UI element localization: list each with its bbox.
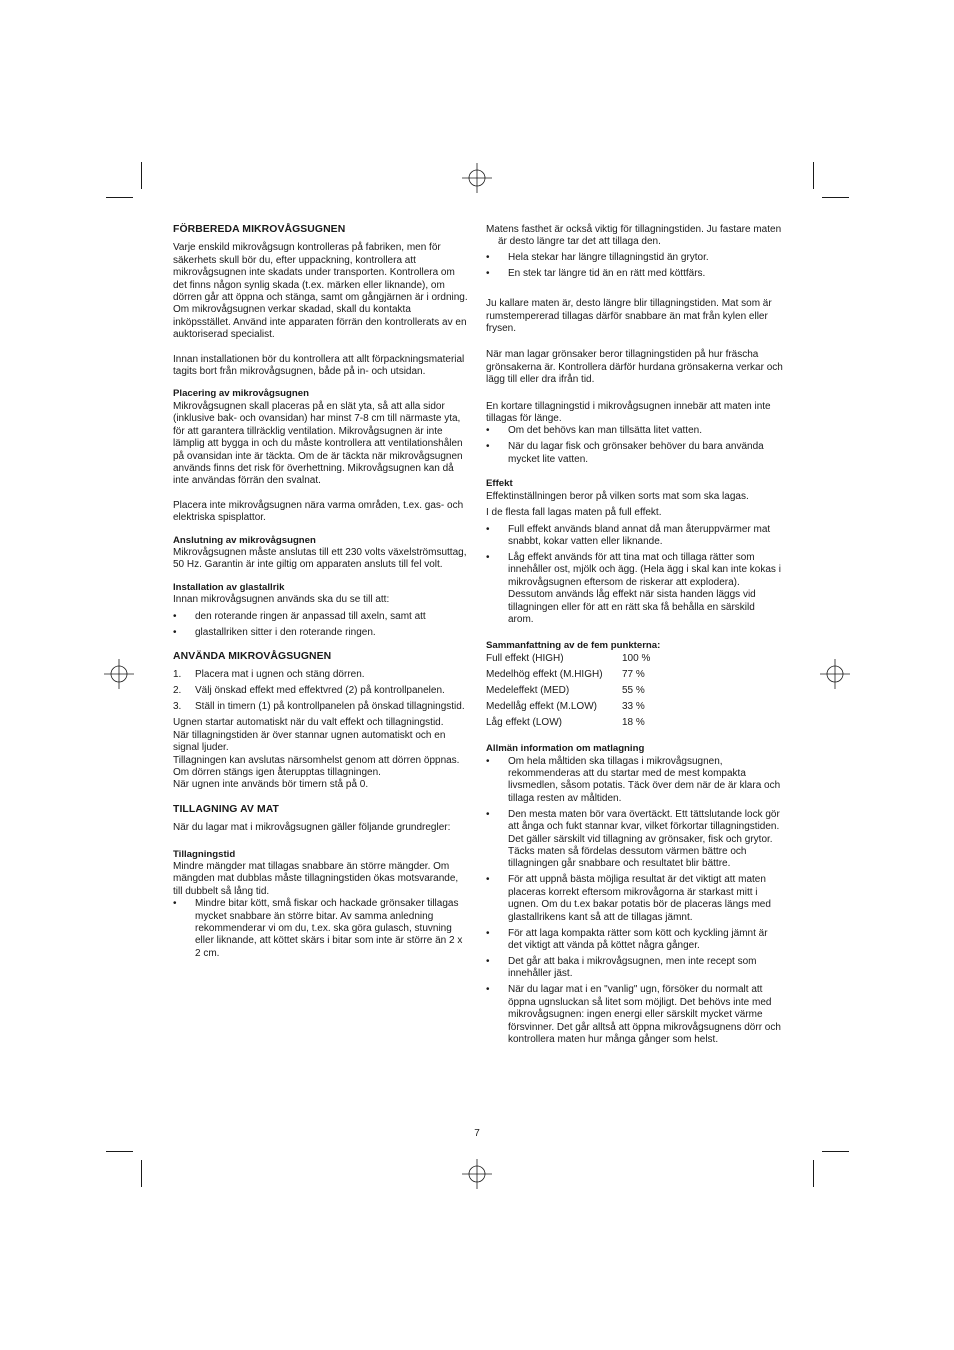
paragraph: Mikrovågsugnen skall placeras på en slät yta, så att alla sidor (inklusive bak- och ovansidan) har minst 7-8 cm till närmaste yta, för att garantera tillräcklig ventilation. Mikrovågsugnen är inte lämplig att bygga in och du måste kontrollera att ventilationshålen på ovansidan inte är täckta. Om de är täckta när mikrovågsugnen används finns det risk för överhettning. Mikrovågsugnen kan då inte användas förrän den svalnat. (173, 400, 463, 487)
numbered-list (173, 669, 470, 713)
paragraph: Innan mikrovågsugnen används ska du se till att: (173, 594, 390, 606)
subsection-title: Allmän information om matlagning (486, 743, 645, 755)
bullet-icon: • (486, 441, 490, 453)
bullet-icon: • (486, 251, 490, 263)
paragraph: När tillagningstiden är över stannar ugnen automatiskt och en signal ljuder. (173, 729, 446, 754)
bullet-icon: • (486, 808, 490, 820)
table-row: Medeleffekt (MED) 55 % (486, 684, 645, 696)
effect-summary-table (486, 653, 783, 729)
paragraph: Innan installationen bör du kontrollera att allt förpackningsmaterial tagits bort från mikrovågsugnen, både på in- och utsidan. (173, 353, 465, 378)
crop-mark (106, 1151, 133, 1152)
list-item: • Det går att baka i mikrovågsugnen, men inte recept som innehåller jäst. (486, 956, 757, 980)
paragraph: Effektinställningen beror på vilken sorts mat som ska lagas. (486, 490, 749, 502)
bullet-icon: • (173, 626, 177, 638)
bullet-icon: • (486, 984, 490, 996)
paragraph: Tillagningen kan avslutas närsomhelst genom att dörren öppnas. (173, 754, 460, 766)
list-item: • När du lagar mat i en "vanlig" ugn, försöker du normalt att öppna ugnsluckan så litet som möjligt. Det behövs inte med mikrovågsugnen: ingen energi eller särskilt mycket värme försvinner. Det går alltså att öppna mikrovågsugnens dörr och kontrollera maten hur många gånger som helst. (486, 984, 781, 1046)
subsection-title: Anslutning av mikrovågsugnen (173, 534, 316, 546)
registration-mark-icon (104, 659, 134, 689)
list-item: 2. Välj önskad effekt med effektvred (2) på kontrollpanelen. (173, 685, 445, 697)
list-item: • Låg effekt används för att tina mat och tillaga rätter som innehåller ost, mjölk och ägg. (Hela ägg i skal kan inte kokas i mikrovågsugnen eftersom de riskerar att explodera). Dessutom används låg effekt när sista handen läggs vid tillagningen eller för att en rätt ska få behålla en särskild arom. (486, 551, 781, 625)
paragraph: Ju kallare maten är, desto längre blir tillagningstiden. Mat som är rumstempererad tillagas därför snabbare än mat från kylen eller frysen. (486, 298, 772, 335)
subsection-title: Tillagningstid (173, 848, 236, 860)
paragraph: En kortare tillagningstid i mikrovågsugnen innebär att maten inte tillagas för länge. (486, 400, 771, 425)
paragraph: I de flesta fall lagas maten på full effekt. (486, 507, 662, 519)
bullet-icon: • (173, 898, 177, 910)
table-row: Låg effekt (LOW) 18 % (486, 716, 645, 728)
bullet-list (486, 756, 783, 1047)
paragraph: När ugnen inte används bör timern stå på 0. (173, 779, 369, 791)
registration-mark-icon (462, 163, 492, 193)
crop-mark (813, 162, 814, 189)
bullet-icon: • (486, 425, 490, 437)
list-item: • Full effekt används bland annat då man återuppvärmer mat snabbt, kokar vatten eller liknande. (486, 523, 771, 547)
right-column (486, 224, 783, 1050)
subsection-title: Placering av mikrovågsugnen (173, 388, 309, 400)
page-number: 7 (474, 1128, 480, 1139)
paragraph: Ugnen startar automatiskt när du valt effekt och tillagningstid. (173, 717, 444, 729)
bullet-list (486, 425, 783, 466)
list-item: • Hela stekar har längre tillagningstid än grytor. (486, 251, 709, 263)
list-item: • Mindre bitar kött, små fiskar och hackade grönsaker tillagas mycket snabbare än större bitar. Av samma anledning rekommenderar vi om du, t.ex. ska göra gulasch, stuvning eller liknande, att köttet skärs i bitar som inte är större än 2 x 2 cm. (173, 898, 463, 959)
bullet-icon: • (486, 523, 490, 535)
paragraph: När man lagar grönsaker beror tillagningstiden på hur fräscha grönsakerna är. Kontrollera därför hurdana grönsakerna verkar och lägg till eller dra ifrån tid. (486, 349, 783, 386)
paragraph: Matens fasthet är också viktig för tillagningstiden. Ju fastare maten är desto längre tar det att tillaga den. (486, 224, 782, 248)
subsection-title: Installation av glastallrik (173, 581, 285, 593)
bullet-icon: • (486, 551, 490, 563)
paragraph: Mindre mängder mat tillagas snabbare än större mängder. Om mängden mat dubblas måste tillagningstiden ökas motsvarande, till dubbelt så lång tid. (173, 861, 459, 897)
paragraph: Mikrovågsugnen måste anslutas till ett 230 volts växelströmsuttag, 50 Hz. Garantin är inte giltig om apparaten ansluts till fel volt. (173, 546, 467, 571)
bullet-list (486, 524, 783, 627)
section-title: ANVÄNDA MIKROVÅGSUGNEN (173, 650, 332, 662)
registration-mark-icon (462, 1159, 492, 1189)
crop-mark (106, 197, 133, 198)
paragraph: När du lagar mat i mikrovågsugnen gäller följande grundregler: (173, 822, 451, 834)
list-item: • När du lagar fisk och grönsaker behöver du bara använda mycket lite vatten. (486, 441, 764, 465)
bullet-icon: • (486, 927, 490, 939)
list-item: 3. Ställ in timern (1) på kontrollpanelen på önskad tillagningstid. (173, 701, 465, 713)
list-item: • För att uppnå bästa möjliga resultat är det viktigt att maten placeras korrekt eftersom mikrovågorna är starkast mitt i ugnen. Om du t.ex bakar potatis bör de placeras längs med glastallrikens kant så att de tillagas jämnt. (486, 874, 771, 923)
bullet-list (173, 898, 470, 960)
list-item: • Om hela måltiden ska tillagas i mikrovågsugnen, rekommenderas att du startar med de mest kompakta livsmedlen, såsom potatis. Täck över dem när de är klara och tillaga resten av måltiden. (486, 755, 781, 804)
bullet-icon: • (486, 755, 490, 767)
bullet-list (173, 611, 470, 639)
bullet-icon: • (486, 267, 490, 279)
section-title: FÖRBEREDA MIKROVÅGSUGNEN (173, 224, 346, 235)
list-item: • Om det behövs kan man tillsätta litet vatten. (486, 425, 702, 437)
crop-mark (141, 162, 142, 189)
subsection-title: Effekt (486, 478, 513, 490)
list-item: • den roterande ringen är anpassad till axeln, samt att (173, 610, 426, 622)
crop-mark (822, 1151, 849, 1152)
bullet-icon: • (486, 956, 490, 968)
bullet-icon: • (173, 610, 177, 622)
subsection-title: Sammanfattning av de fem punkterna: (486, 640, 661, 652)
paragraph: Varje enskild mikrovågsugn kontrolleras på fabriken, men för säkerhets skull bör du, efter uppackning, kontrollera att mikrovågsugnen inte skadats under transporten. Kontrollera om det finns någon synlig skada (t.ex. märken eller liknande), om dörren går att öppna och stänga, samt om gångjärnen är i ordning. Om mikrovågsugnen verkar skadad, skall du kontakta inköpsstället. Använd inte apparaten förrän den kontrollerats av en auktoriserad specialist. (173, 242, 468, 341)
paragraph: Placera inte mikrovågsugnen nära varma områden, t.ex. gas- och elektriska spisplattor. (173, 499, 464, 524)
section-title: TILLAGNING AV MAT (173, 803, 279, 815)
registration-mark-icon (820, 659, 850, 689)
crop-mark (822, 197, 849, 198)
list-item: • glastallriken sitter i den roterande ringen. (173, 626, 376, 638)
crop-mark (813, 1160, 814, 1187)
bullet-icon: • (486, 874, 490, 886)
table-row: Full effekt (HIGH) 100 % (486, 652, 651, 664)
crop-mark (141, 1160, 142, 1187)
bullet-list (486, 252, 783, 280)
left-column (173, 224, 470, 964)
list-item: • För att laga kompakta rätter som kött och kyckling jämnt är det viktigt att vända på köttet några gånger. (486, 927, 768, 952)
table-row: Medellåg effekt (M.LOW) 33 % (486, 700, 645, 712)
list-item: • En stek tar längre tid än en rätt med köttfärs. (486, 267, 706, 279)
table-row: Medelhög effekt (M.HIGH) 77 % (486, 668, 645, 680)
list-item: • Den mesta maten bör vara övertäckt. Ett tättslutande lock gör att ånga och fukt stannar kvar, vilket förkortar tillagningstiden. Det gäller särskilt vid tillagning av grönsaker, fisk och grytor. Täcks maten så fördelas dessutom värmen bättre och tillagningen går snabbare och resultatet blir bättre. (486, 808, 780, 870)
paragraph: Om dörren stängs igen återupptas tillagningen. (173, 767, 381, 778)
list-item: 1. Placera mat i ugnen och stäng dörren. (173, 669, 365, 681)
